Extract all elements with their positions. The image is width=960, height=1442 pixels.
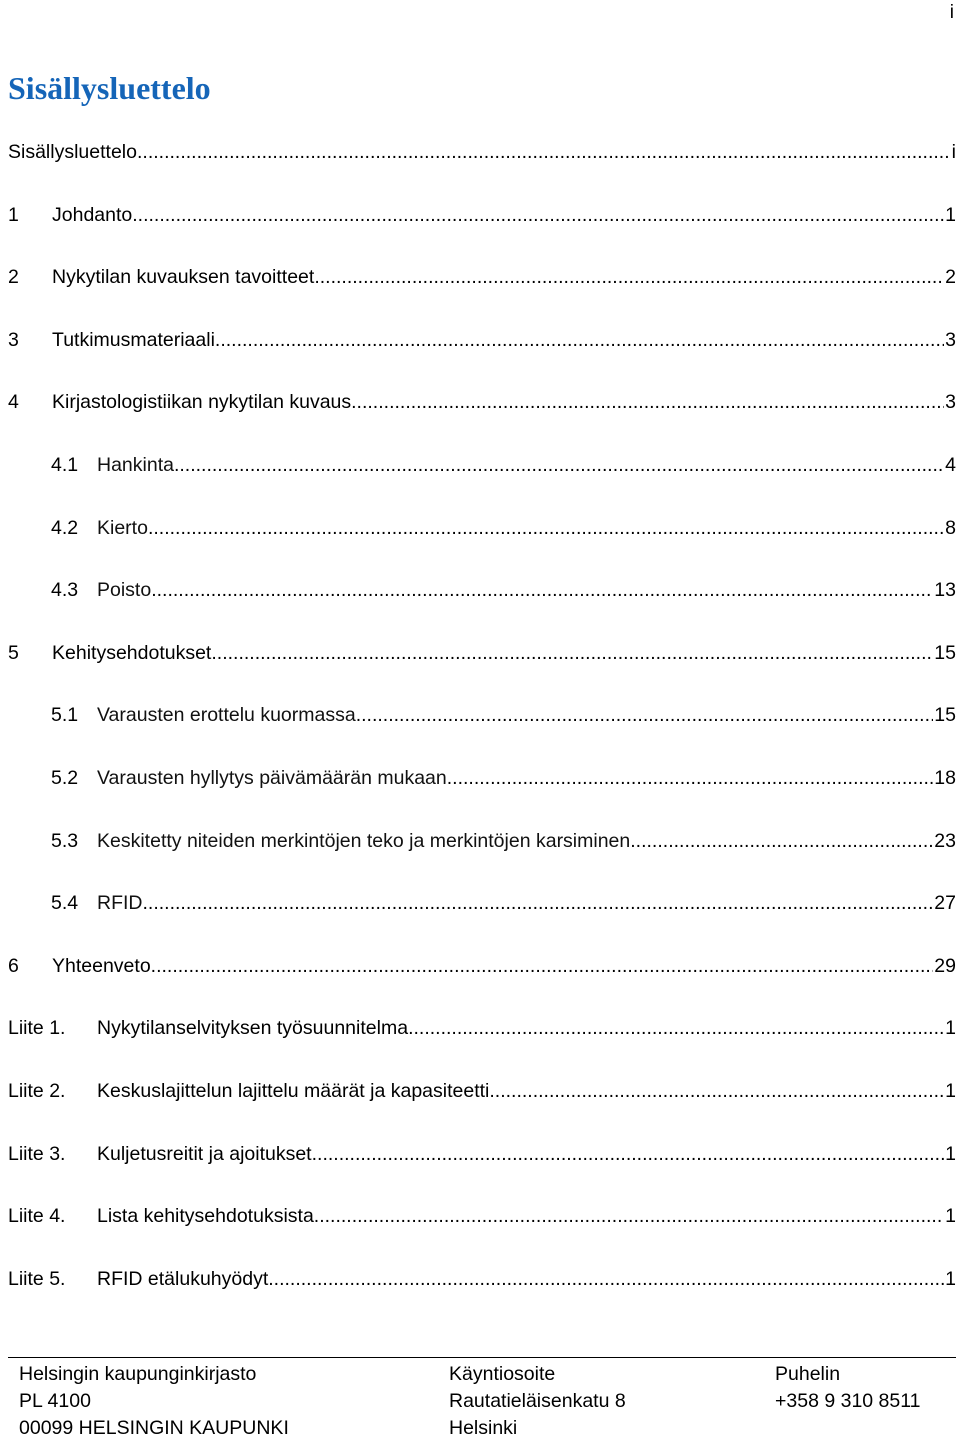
toc-entry[interactable] — [8, 1071, 956, 1134]
toc-entry-label: Keskuslajittelun lajittelu määrät ja kapasiteetti — [97, 1079, 490, 1102]
toc-dot-leader — [215, 320, 944, 360]
toc-dot-leader — [268, 1259, 944, 1299]
toc-entry[interactable] — [8, 570, 956, 633]
toc-entry-label: Nykytilan kuvauksen tavoitteet — [52, 266, 315, 289]
toc-entry-number: 5.3 — [51, 829, 79, 852]
toc-dot-leader — [151, 946, 934, 986]
footer-org-pobox: PL 4100 — [19, 1390, 91, 1412]
toc-entry-number: 6 — [8, 954, 19, 977]
footer-visiting-address — [449, 1361, 626, 1442]
toc-entry-page: 1 — [945, 1142, 956, 1165]
toc-entry-number: 5.4 — [51, 892, 79, 915]
toc-entry[interactable] — [8, 883, 956, 946]
toc-entry-number: Liite 5. — [8, 1267, 66, 1290]
toc-entry[interactable] — [8, 508, 956, 571]
toc-entry-page: 15 — [934, 641, 956, 664]
toc-dot-leader — [351, 382, 944, 422]
toc-entry-number: 1 — [8, 203, 19, 226]
toc-entry[interactable] — [8, 320, 956, 383]
toc-entry-number: 4.2 — [51, 516, 79, 539]
toc-entry[interactable] — [8, 132, 956, 195]
toc-dot-leader — [137, 132, 951, 172]
toc-entry-label: RFID etälukuhyödyt — [97, 1267, 269, 1290]
toc-entry-label: Varausten erottelu kuormassa — [97, 704, 356, 727]
toc-entry[interactable] — [8, 695, 956, 758]
toc-entry-label: Kuljetusreitit ja ajoitukset — [97, 1142, 312, 1165]
toc-entry[interactable] — [8, 1008, 956, 1071]
toc-entry-label: Sisällysluettelo — [8, 141, 137, 163]
footer-visit-city: Helsinki — [449, 1417, 518, 1439]
toc-dot-leader — [630, 821, 933, 861]
toc-entry-page: 1 — [945, 1017, 956, 1040]
toc-entry-label: Varausten hyllytys päivämäärän mukaan — [97, 766, 447, 789]
toc-entry[interactable] — [8, 821, 956, 884]
toc-entry-page: 23 — [934, 829, 956, 852]
toc-entry-label: RFID — [97, 892, 143, 915]
toc-entry-label: Kierto — [97, 516, 148, 539]
toc-entry[interactable] — [8, 1134, 956, 1197]
toc-entry[interactable] — [8, 195, 956, 258]
toc-dot-leader — [314, 1196, 944, 1236]
toc-entry-label: Hankinta — [97, 453, 174, 476]
toc-entry-page: 4 — [945, 453, 956, 476]
toc-entry[interactable] — [8, 633, 956, 696]
toc-entry-label: Yhteenveto — [52, 954, 151, 977]
toc-entry-page: 1 — [945, 203, 956, 226]
footer-visit-street: Rautatieläisenkatu 8 — [449, 1390, 626, 1412]
toc-entry[interactable] — [8, 1196, 956, 1259]
page-number: i — [949, 2, 954, 23]
toc-dot-leader — [143, 883, 934, 923]
table-of-contents — [8, 132, 956, 1321]
toc-dot-leader — [312, 1134, 945, 1174]
footer-org-postal: 00099 HELSINGIN KAUPUNKI — [19, 1417, 289, 1439]
toc-dot-leader — [132, 195, 944, 235]
toc-entry-page: 2 — [945, 266, 956, 289]
footer-phone-heading: Puhelin — [775, 1363, 841, 1385]
toc-dot-leader — [148, 508, 944, 548]
toc-entry-page: 1 — [945, 1267, 956, 1290]
toc-dot-leader — [211, 633, 933, 673]
footer-divider — [8, 1357, 956, 1358]
toc-entry-number: Liite 2. — [8, 1079, 66, 1102]
toc-entry-label: Poisto — [97, 579, 152, 602]
page-title: Sisällysluettelo — [8, 70, 211, 106]
toc-entry-page: i — [951, 141, 956, 163]
toc-entry-label: Kehitysehdotukset — [52, 641, 212, 664]
footer-org-name: Helsingin kaupunginkirjasto — [19, 1363, 257, 1385]
toc-entry[interactable] — [8, 1259, 956, 1322]
toc-dot-leader — [489, 1071, 944, 1111]
toc-entry-page: 27 — [934, 892, 956, 915]
toc-entry-label: Lista kehitysehdotuksista — [97, 1205, 314, 1228]
toc-entry-number: 4 — [8, 391, 19, 414]
toc-entry-page: 13 — [934, 579, 956, 602]
toc-entry[interactable] — [8, 758, 956, 821]
footer-phone-number: +358 9 310 8511 — [775, 1390, 921, 1412]
toc-dot-leader — [174, 445, 944, 485]
toc-entry-number: 4.3 — [51, 579, 79, 602]
footer-organization — [19, 1361, 289, 1442]
toc-entry-number: 5.1 — [51, 704, 79, 727]
toc-dot-leader — [314, 257, 944, 297]
toc-entry-number: 5.2 — [51, 766, 79, 789]
footer-visit-heading: Käyntiosoite — [449, 1363, 556, 1385]
toc-entry-label: Johdanto — [52, 203, 133, 226]
toc-entry[interactable] — [8, 257, 956, 320]
toc-entry-label: Keskitetty niteiden merkintöjen teko ja merkintöjen karsiminen — [97, 829, 631, 852]
toc-entry-page: 3 — [945, 328, 956, 351]
toc-entry-number: 5 — [8, 641, 19, 664]
toc-entry-page: 18 — [934, 766, 956, 789]
toc-entry-number: 2 — [8, 266, 19, 289]
toc-entry-page: 15 — [934, 704, 956, 727]
toc-entry-page: 8 — [945, 516, 956, 539]
toc-entry-page: 1 — [945, 1205, 956, 1228]
toc-entry-page: 29 — [934, 954, 956, 977]
toc-entry-label: Nykytilanselvityksen työsuunnitelma — [97, 1017, 409, 1040]
toc-entry-page: 1 — [945, 1079, 956, 1102]
toc-entry-number: Liite 1. — [8, 1017, 66, 1040]
toc-entry[interactable] — [8, 946, 956, 1009]
toc-entry[interactable] — [8, 445, 956, 508]
toc-dot-leader — [447, 758, 934, 798]
toc-entry-number: 4.1 — [51, 453, 79, 476]
toc-entry-number: 3 — [8, 328, 19, 351]
toc-entry-page: 3 — [945, 391, 956, 414]
toc-entry-number: Liite 4. — [8, 1205, 66, 1228]
footer-phone — [775, 1361, 921, 1415]
toc-dot-leader — [356, 695, 934, 735]
toc-dot-leader — [408, 1008, 944, 1048]
toc-dot-leader — [151, 570, 933, 610]
toc-entry-number: Liite 3. — [8, 1142, 66, 1165]
toc-entry-label: Tutkimusmateriaali — [52, 328, 215, 351]
toc-entry[interactable] — [8, 382, 956, 445]
toc-entry-label: Kirjastologistiikan nykytilan kuvaus — [52, 391, 352, 414]
